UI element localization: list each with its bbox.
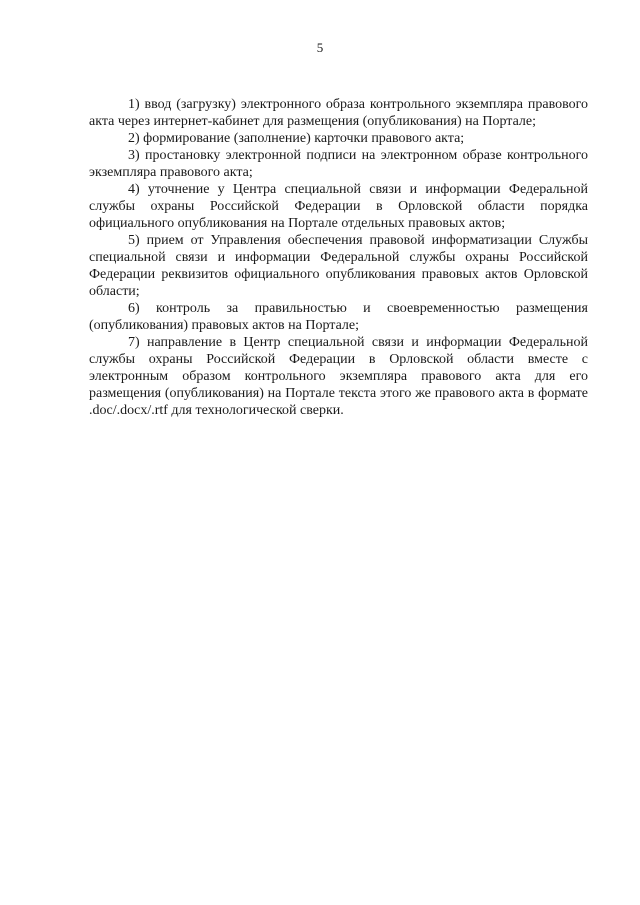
- body-text: [89, 96, 588, 419]
- list-item-6: 6) контроль за правильностью и своевременностью размещения (опубликования) правовых актов на Портале;: [89, 301, 588, 333]
- list-item-2: 2) формирование (заполнение) карточки правового акта;: [128, 131, 465, 146]
- list-item-5: 5) прием от Управления обеспечения правовой информатизации Службы специальной связи и информации Федеральной службы охраны Российской Федерации реквизитов официального опубликования правовых актов Орловской области;: [89, 233, 588, 299]
- list-item-4: 4) уточнение у Центра специальной связи и информации Федеральной службы охраны Российской Федерации в Орловской области порядка официального опубликования на Портале отдельных правовых актов;: [89, 182, 588, 231]
- page-number: 5: [316, 40, 324, 55]
- list-item-7: 7) направление в Центр специальной связи и информации Федеральной службы охраны Российской Федерации в Орловской области вместе с электронным образом контрольного экземпляра правового акта для его размещения (опубликования) на Портале текста этого же правового акта в формате .doc/.docx/.rtf для технологической сверки.: [89, 335, 588, 418]
- list-item-3: 3) простановку электронной подписи на электронном образе контрольного экземпляра правового акта;: [89, 148, 588, 180]
- list-item-1: 1) ввод (загрузку) электронного образа контрольного экземпляра правового акта через интернет-кабинет для размещения (опубликования) на Портале;: [89, 97, 588, 129]
